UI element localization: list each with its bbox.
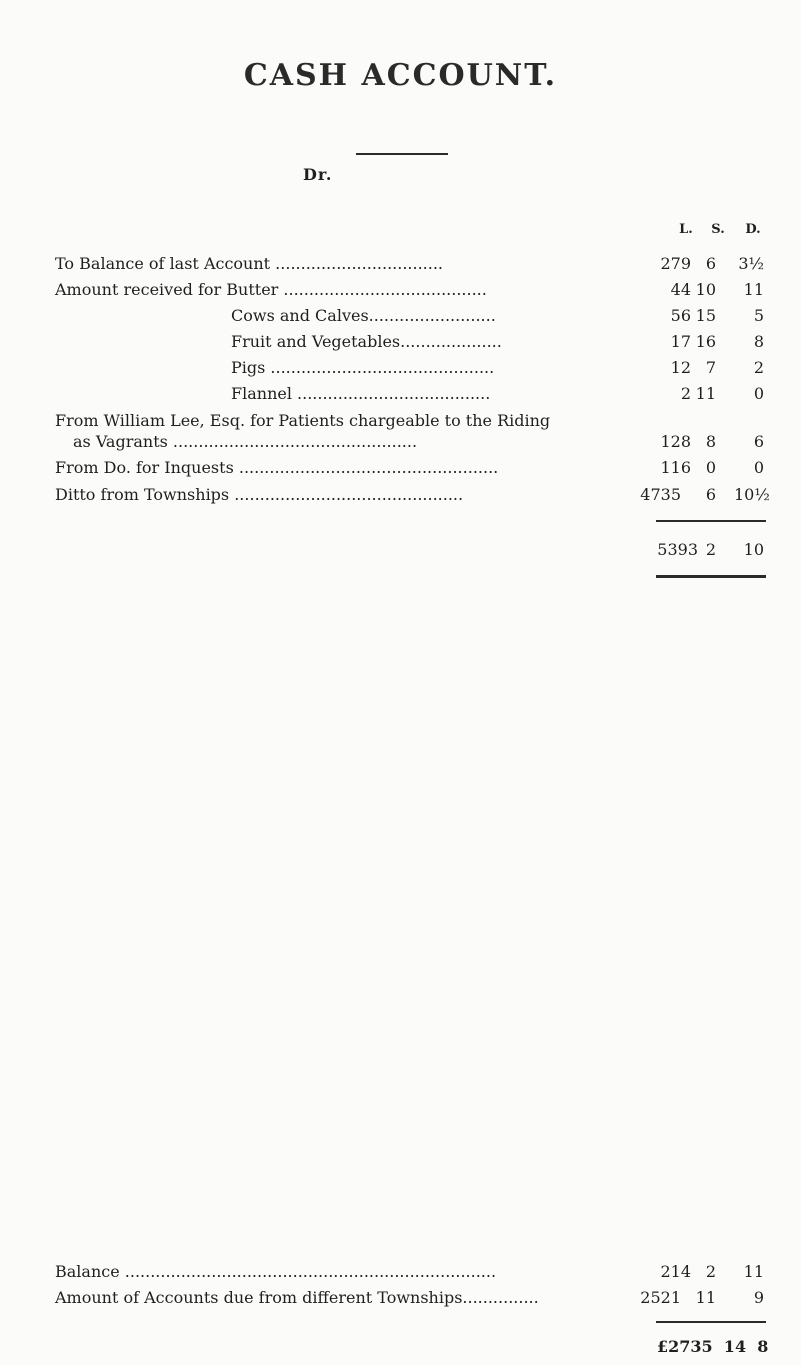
entry-label: Pigs ............................................	[231, 358, 495, 377]
amount-pence: 6	[753, 432, 764, 451]
entry-label-continued: as Vagrants ................................................	[73, 432, 418, 451]
entry-label: Ditto from Townships .............................................	[55, 485, 464, 504]
entry-label: From William Lee, Esq. for Patients chargeable to the Riding	[55, 411, 551, 430]
amount-shillings: 11	[695, 384, 716, 403]
entry-row	[55, 458, 715, 482]
entry-label: Flannel ......................................	[231, 384, 491, 403]
col-header-pounds: L.	[679, 222, 693, 237]
entry-row	[231, 332, 681, 356]
balance-label: Balance .........................................................................	[55, 1262, 497, 1281]
balance-label: Amount of Accounts due from different Townships...............	[55, 1288, 539, 1307]
entry-label: To Balance of last Account .................................	[55, 254, 444, 273]
amount-pence: 0	[753, 384, 764, 403]
amount-shillings: 15	[695, 306, 716, 325]
entry-row	[55, 485, 715, 509]
grand-total: £2735 14 8	[657, 1337, 769, 1356]
amount-pence: 10½	[734, 485, 770, 504]
total-pounds: 5393	[657, 540, 698, 559]
amount-shillings: 0	[705, 458, 716, 477]
amount-pence: 3½	[738, 254, 764, 273]
amount-shillings: 16	[695, 332, 716, 351]
amount-pounds: 214	[660, 1262, 691, 1281]
amount-pence: 8	[753, 332, 764, 351]
entry-row	[231, 306, 681, 330]
debit-label: Dr.	[303, 165, 333, 184]
amount-pence: 0	[753, 458, 764, 477]
total-rule	[656, 575, 766, 578]
amount-pence: 11	[743, 280, 764, 299]
balance-row	[55, 1262, 675, 1286]
amount-shillings: 6	[705, 254, 716, 273]
amount-pounds: 12	[670, 358, 691, 377]
amount-pounds: 17	[670, 332, 691, 351]
subtotal-rule	[656, 520, 766, 522]
grand-total-rule	[656, 1321, 766, 1323]
amount-pounds: 56	[670, 306, 691, 325]
amount-shillings: 6	[705, 485, 716, 504]
amount-pounds: 44	[670, 280, 691, 299]
page-title: CASH ACCOUNT.	[243, 58, 558, 93]
entry-row	[73, 432, 713, 456]
amount-pounds: 116	[660, 458, 691, 477]
amount-pounds: 128	[660, 432, 691, 451]
total-shillings: 2	[705, 540, 716, 559]
amount-pence: 9	[753, 1288, 764, 1307]
total-pence: 10	[743, 540, 764, 559]
amount-shillings: 10	[695, 280, 716, 299]
amount-shillings: 7	[705, 358, 716, 377]
amount-pence: 2	[753, 358, 764, 377]
amount-pence: 5	[753, 306, 764, 325]
entry-label: Fruit and Vegetables....................	[231, 332, 502, 351]
col-header-shillings: S.	[711, 222, 725, 237]
col-header-pence: D.	[745, 222, 761, 237]
balance-row	[55, 1288, 635, 1312]
entry-label: Amount received for Butter ........................................	[55, 280, 487, 299]
entry-label: From Do. for Inquests ...................................................	[55, 458, 499, 477]
amount-shillings: 11	[695, 1288, 716, 1307]
entry-row	[231, 384, 681, 408]
title-rule	[356, 153, 448, 155]
amount-pence: 11	[743, 1262, 764, 1281]
entry-label: Cows and Calves.........................	[231, 306, 496, 325]
amount-pounds: 2	[680, 384, 691, 403]
amount-shillings: 2	[705, 1262, 716, 1281]
amount-pounds: 2521	[640, 1288, 681, 1307]
amount-pounds: 4735	[640, 485, 681, 504]
amount-shillings: 8	[705, 432, 716, 451]
entry-row	[231, 358, 681, 382]
amount-pounds: 279	[660, 254, 691, 273]
